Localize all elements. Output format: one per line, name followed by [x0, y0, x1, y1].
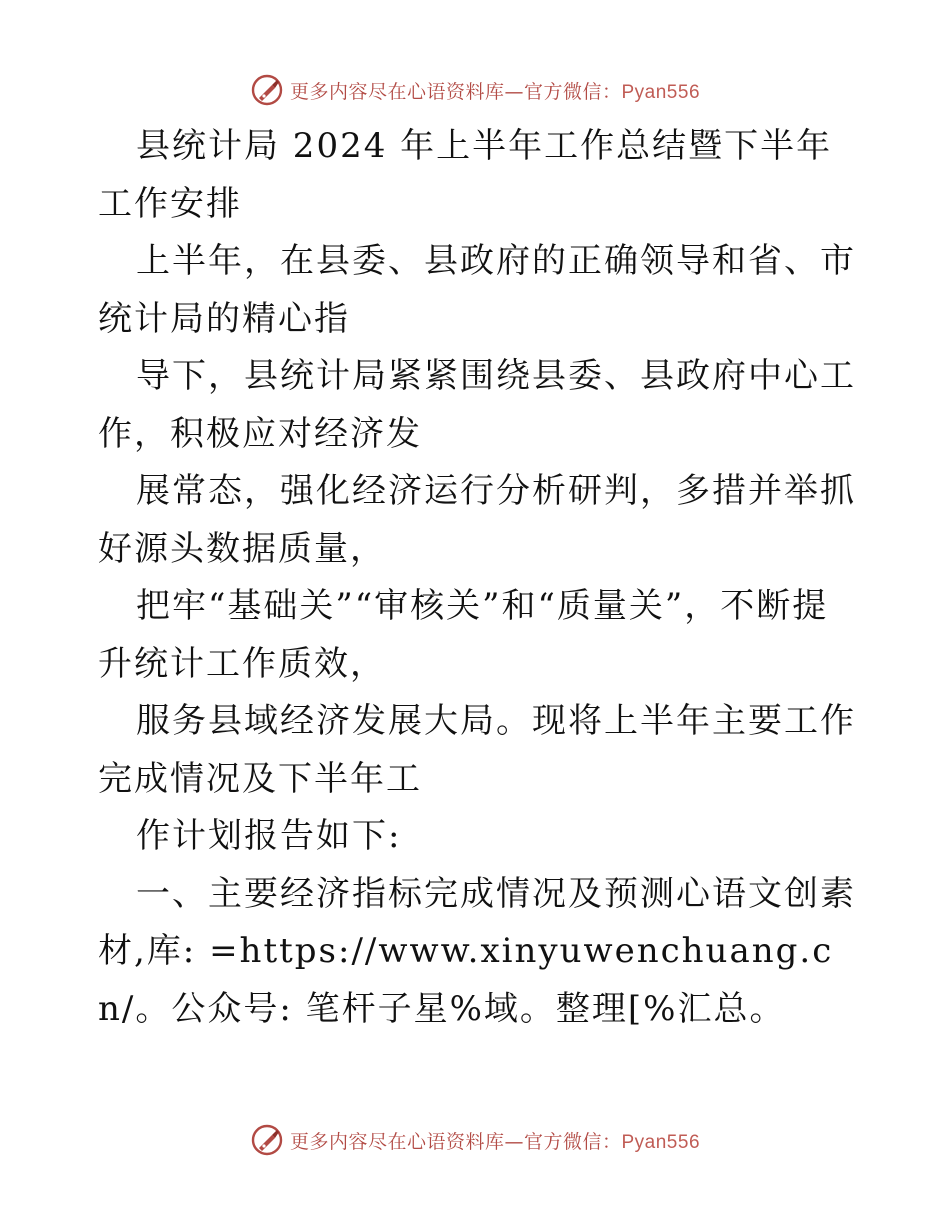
pen-nib-logo-icon: [250, 73, 284, 107]
footer-watermark: [0, 1120, 950, 1160]
watermark-text: 更多内容尽在心语资料库—官方微信：Pyan556: [289, 1130, 701, 1153]
document-title: 县统计局 2024 年上半年工作总结暨下半年工作安排: [98, 126, 833, 224]
paragraph: 展常态，强化经济运行分析研判，多措并举抓好源头数据质量，: [98, 471, 856, 569]
paragraph: 把牢“基础关”“审核关”和“质量关”，不断提升统计工作质效，: [98, 586, 829, 684]
watermark-text: 更多内容尽在心语资料库—官方微信：Pyan556: [289, 80, 701, 103]
paragraph: 导下，县统计局紧紧围绕县委、县政府中心工作，积极应对经济发: [98, 356, 856, 454]
paragraph: 作计划报告如下:: [136, 816, 402, 856]
paragraph: 服务县域经济发展大局。现将上半年主要工作完成情况及下半年工: [98, 701, 856, 799]
section-heading: 一、主要经济指标完成情况及预测心语文创素材,库: =https://www.xinyuwenchuang.cn/。公众号: 笔杆子星%域。整理[%汇总。: [98, 873, 856, 1029]
document-body: [98, 118, 858, 1038]
header-watermark: [0, 70, 950, 110]
pen-nib-logo-icon: [250, 1123, 284, 1157]
paragraph: 上半年，在县委、县政府的正确领导和省、市统计局的精心指: [98, 241, 856, 339]
